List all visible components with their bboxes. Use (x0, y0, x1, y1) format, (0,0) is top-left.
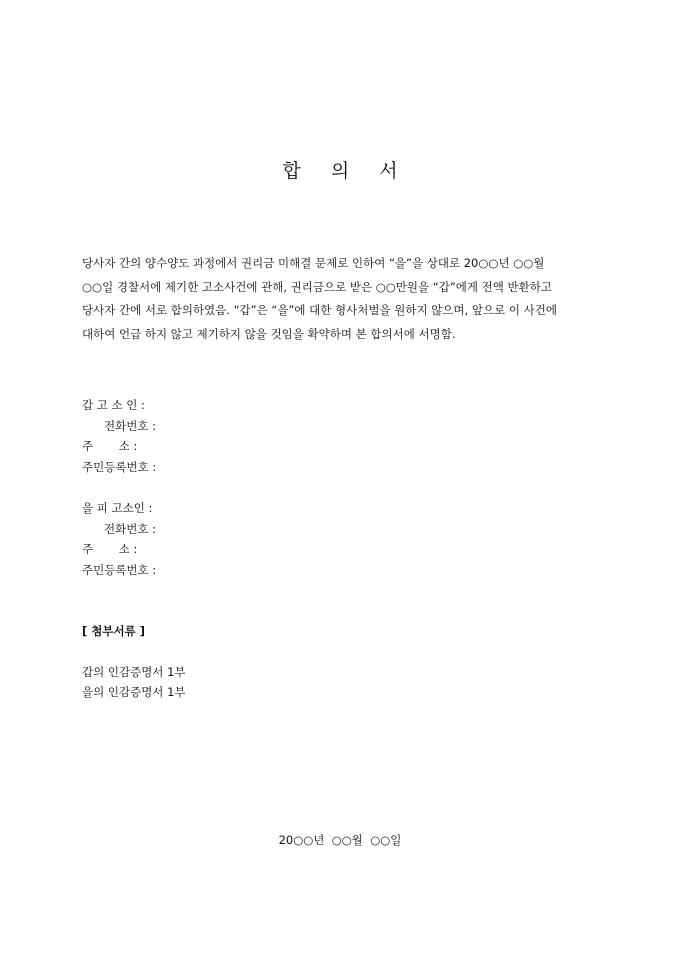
attachment-item: 을의 인감증명서 1부 (82, 685, 186, 699)
party-a-section (82, 395, 156, 477)
attachments-list (82, 662, 186, 702)
attachments-heading: [ 첨부서류 ] (82, 624, 145, 638)
party-b-address-label: 주 소 : (82, 542, 138, 556)
party-a-phone-label: 전화번호 : (104, 418, 156, 433)
attachment-item: 갑의 인감증명서 1부 (82, 665, 186, 679)
document-title: 합 의 서 (282, 160, 410, 182)
body-line: 대하여 언급 하지 않고 제기하지 않을 것임을 확약하며 본 합의서에 서명함. (82, 326, 456, 341)
body-line: 당사자 간에 서로 합의하였음. “갑”은 “을”에 대한 형사처벌을 원하지 않으며, 앞으로 이 사건에 (82, 303, 557, 317)
party-b-phone-label: 전화번호 : (104, 521, 156, 536)
party-a-address-label: 주 소 : (82, 439, 138, 453)
agreement-body (82, 252, 602, 346)
party-a-role-label: 갑 고 소 인 : (82, 398, 145, 412)
party-b-role-label: 을 피 고소인 : (82, 501, 153, 515)
party-b-section (82, 498, 156, 580)
signing-date: 20○○년 ○○월 ○○일 (278, 833, 402, 847)
party-a-id-label: 주민등록번호 : (82, 459, 157, 474)
body-line: ○○일 경찰서에 제기한 고소사건에 관해, 권리금으로 받은 ○○만원을 “갑”에게 전액 반환하고 (82, 279, 552, 294)
body-line: 당사자 간의 양수양도 과정에서 권리금 미해결 문제로 인하여 “을”을 상대로 20○○년 ○○월 (82, 256, 545, 270)
party-b-id-label: 주민등록번호 : (82, 562, 157, 577)
